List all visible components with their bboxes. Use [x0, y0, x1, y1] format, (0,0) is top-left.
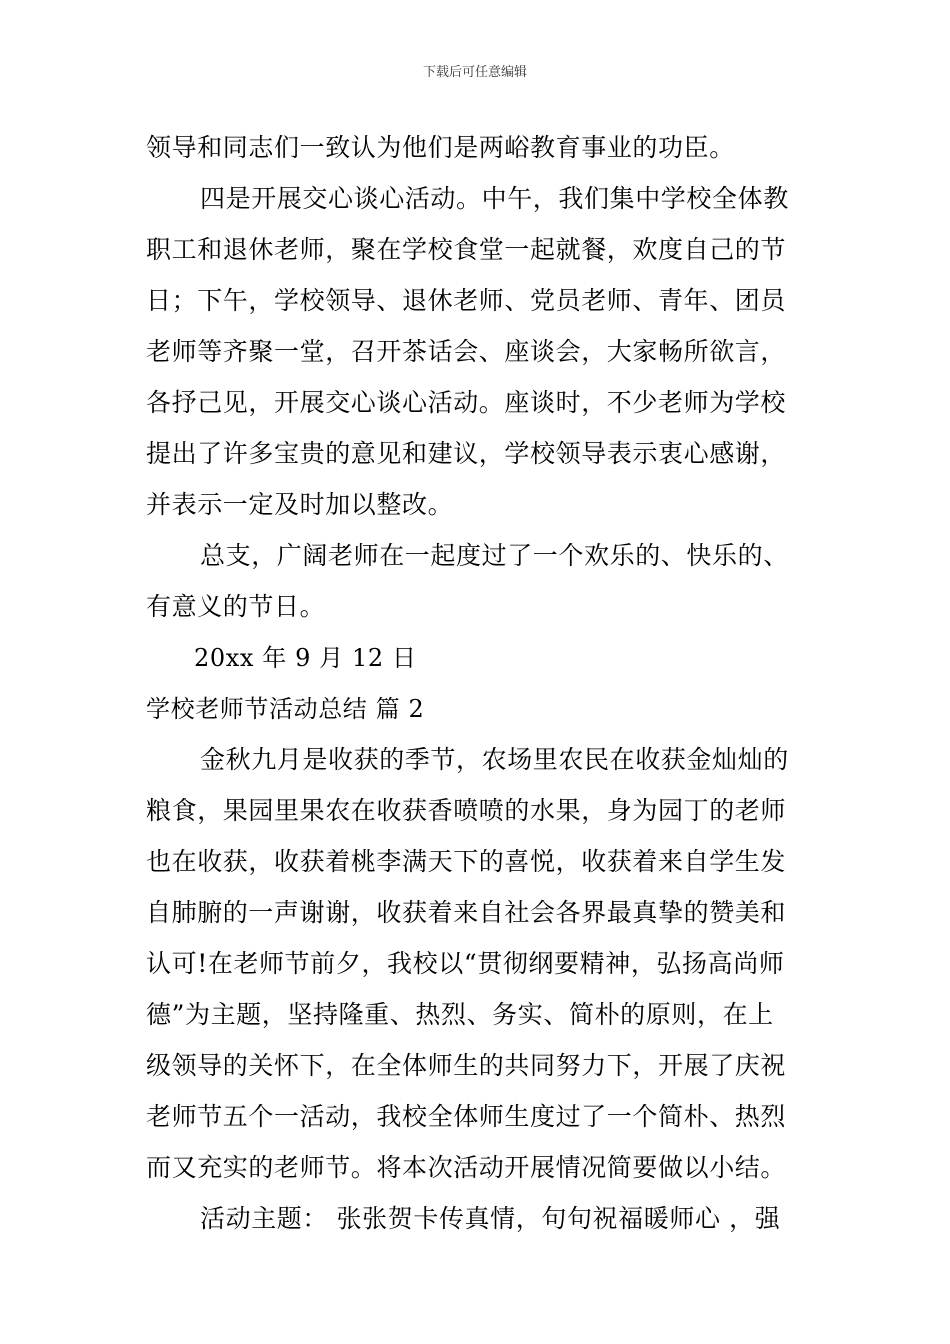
text-line: 日；下午，学校领导、退休老师、党员老师、青年、团员 [146, 286, 787, 315]
text-line: 认可!在老师节前夕，我校以“贯彻纲要精神，弘扬高尚师 [146, 949, 785, 978]
text-line: 职工和退休老师，聚在学校食堂一起就餐，欢度自己的节 [146, 235, 787, 264]
page-header: 下载后可任意编辑 [422, 65, 527, 80]
text-line: 德”为主题，坚持隆重、热烈、务实、简朴的原则，在上 [146, 1000, 774, 1029]
text-line: 粮食，果园里果农在收获香喷喷的水果，身为园丁的老师 [146, 796, 787, 825]
text-line: 领导和同志们一致认为他们是两峪教育事业的功臣。 [146, 133, 735, 162]
paragraph-start: 金秋九月是收获的季节，农场里农民在收获金灿灿的 [200, 745, 789, 774]
paragraph-start: 四是开展交心谈心活动。中午，我们集中学校全体教 [200, 184, 789, 213]
date-line: 20xx 年 9 月 12 日 [194, 644, 417, 672]
section-title: 学校老师节活动总结 篇 2 [146, 695, 425, 723]
text-line: 也在收获，收获着桃李满天下的喜悦，收获着来自学生发 [146, 847, 787, 876]
text-line: 老师节五个一活动，我校全体师生度过了一个简朴、热烈 [146, 1102, 787, 1131]
text-line: 提出了许多宝贵的意见和建议，学校领导表示衷心感谢， [146, 439, 787, 468]
text-line: 并表示一定及时加以整改。 [146, 490, 454, 519]
text-line: 而又充实的老师节。将本次活动开展情况简要做以小结。 [146, 1153, 787, 1182]
paragraph-start: 总支，广阔老师在一起度过了一个欢乐的、快乐的、 [200, 541, 789, 570]
text-line: 级领导的关怀下，在全体师生的共同努力下，开展了庆祝 [146, 1051, 787, 1080]
text-line: 自肺腑的一声谢谢，收获着来自社会各界最真挚的赞美和 [146, 898, 787, 927]
paragraph-start: 活动主题： 张张贺卡传真情，句句祝福暖师心 ，强 [200, 1204, 781, 1233]
text-line: 各抒己见，开展交心谈心活动。座谈时，不少老师为学校 [146, 388, 787, 417]
text-line: 有意义的节日。 [146, 592, 326, 621]
text-line: 老师等齐聚一堂，召开茶话会、座谈会，大家畅所欲言， [146, 337, 787, 366]
